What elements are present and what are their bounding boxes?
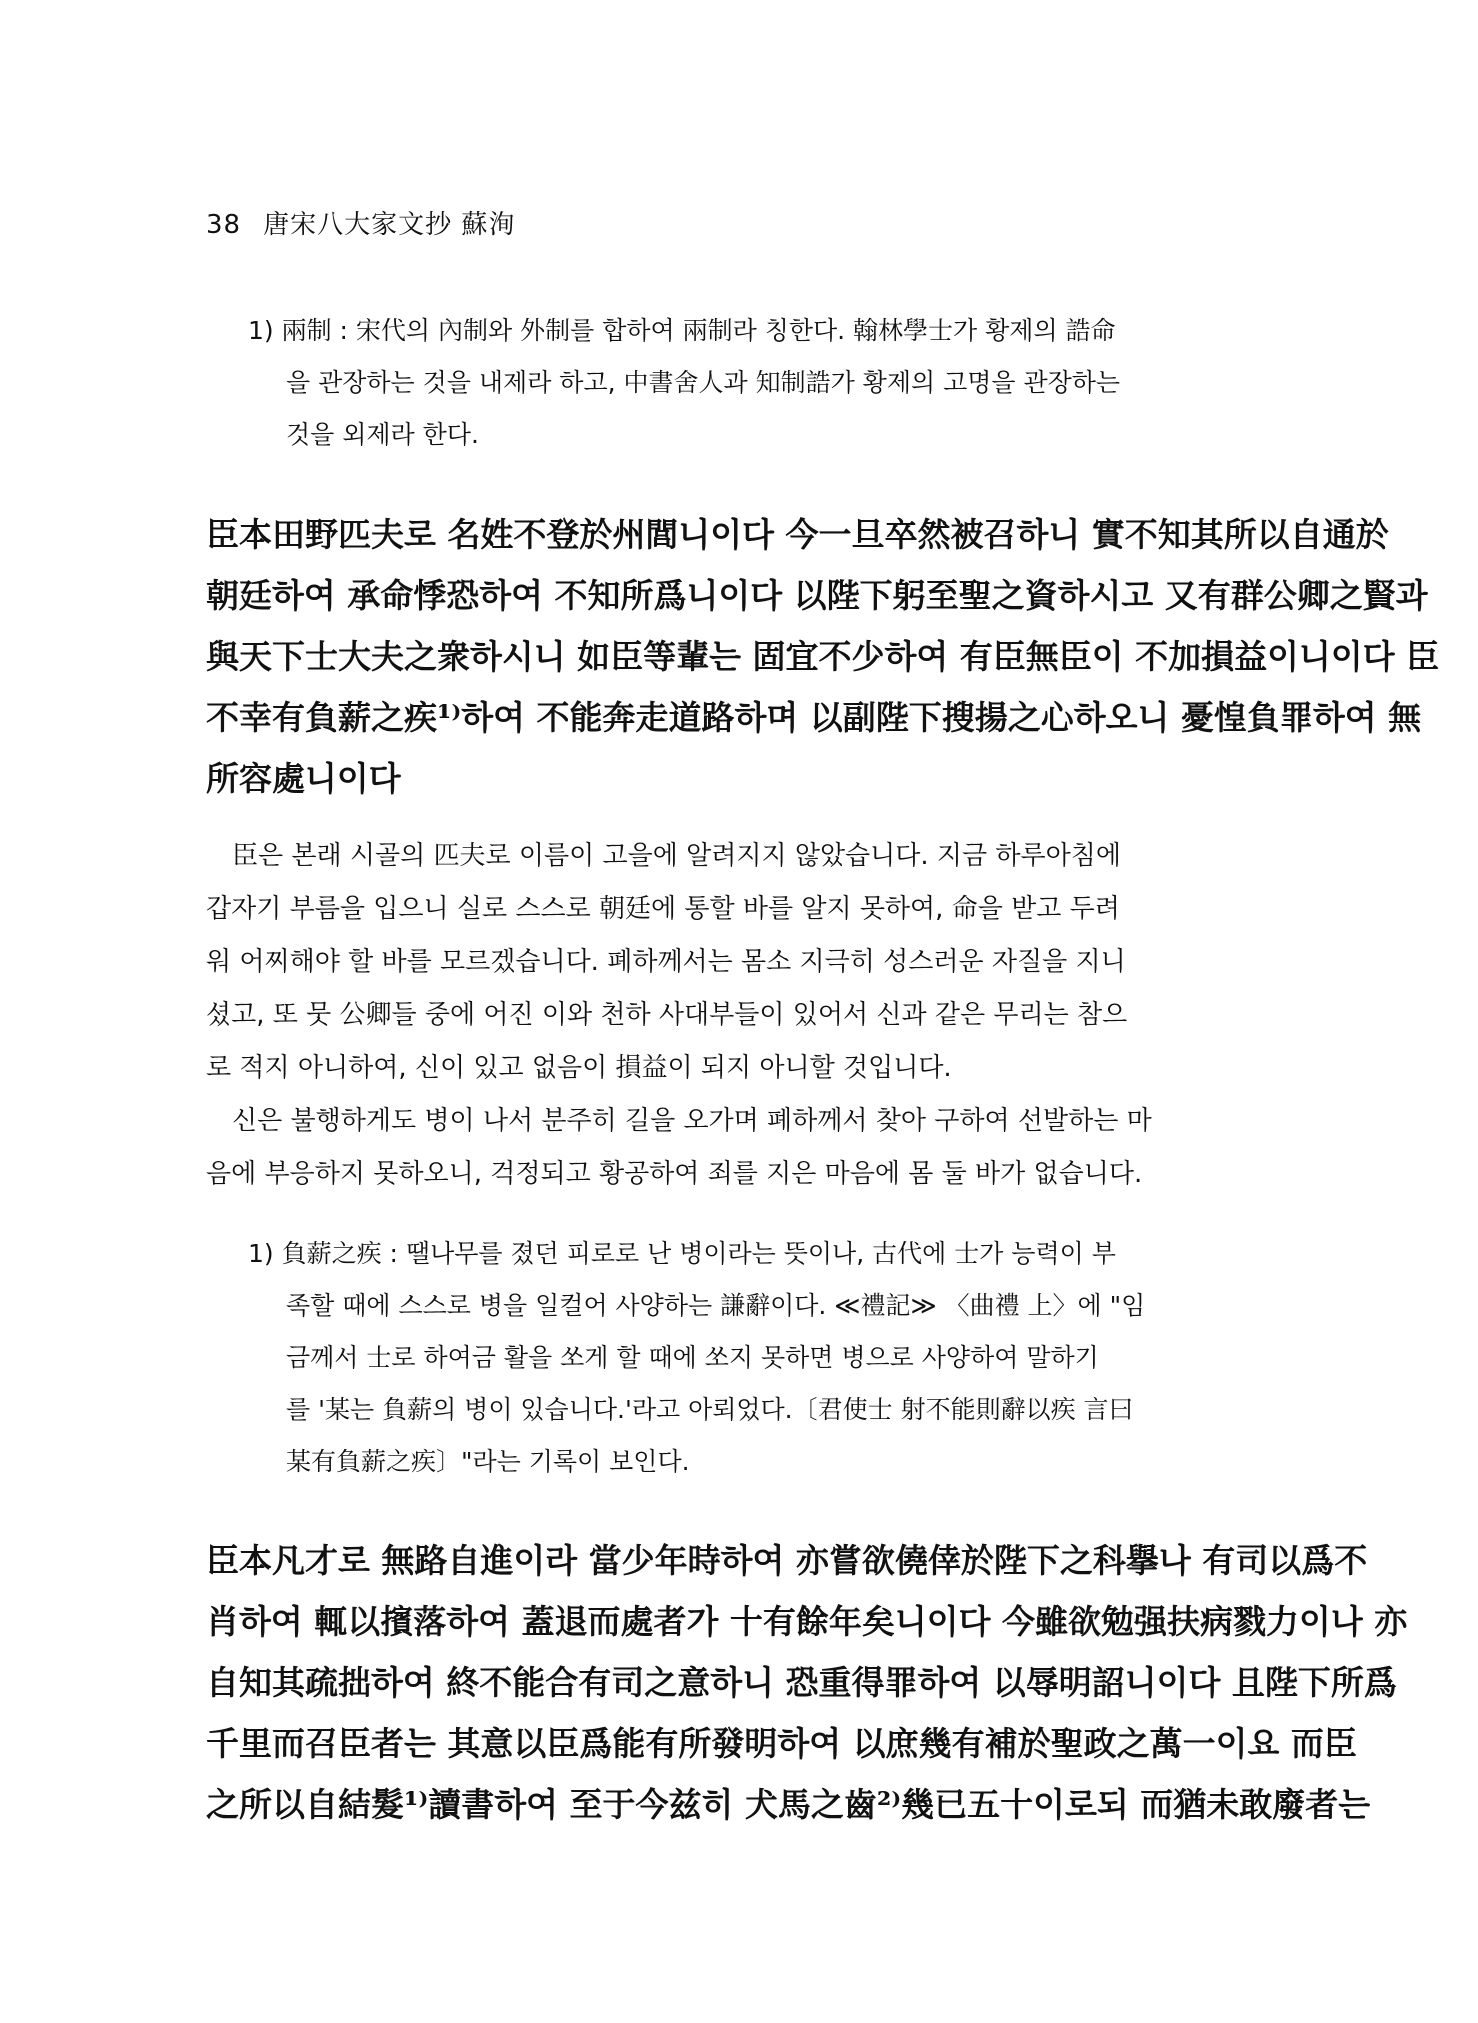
page-number: 38 — [206, 210, 242, 240]
footnote-line: 某有負薪之疾〕"라는 기록이 보인다. — [286, 1447, 690, 1476]
footnote-fu-xin-zhi-ji — [248, 1228, 1264, 1488]
passage-line: 所容處니이다 — [206, 759, 401, 798]
translation-line: 셨고, 또 뭇 公卿들 중에 어진 이와 천하 사대부들이 있어서 신과 같은 무리는 참으 — [206, 1000, 1128, 1030]
passage-line: 與天下士大夫之衆하시니 如臣等輩는 固宜不少하여 有臣無臣이 不加損益이니이다 臣 — [206, 637, 1440, 676]
footnote-line: 를 '某는 負薪의 병이 있습니다.'라고 아뢰었다.〔君使士 射不能則辭以疾 言曰 — [286, 1395, 1134, 1424]
footnote-line: 금께서 士로 하여금 활을 쏘게 할 때에 쏘지 못하면 병으로 사양하여 말하기 — [286, 1343, 1099, 1372]
translation-line: 음에 부응하지 못하오니, 걱정되고 황공하여 죄를 지은 마음에 몸 둘 바가 없습니다. — [206, 1159, 1143, 1189]
translation-line: 갑자기 부름을 입으니 실로 스스로 朝廷에 통할 바를 알지 못하여, 命을 받고 두려 — [206, 894, 1120, 924]
translation-line: 臣은 본래 시골의 匹夫로 이름이 고을에 알려지지 않았습니다. 지금 하루아침에 — [232, 841, 1122, 871]
passage-line: 自知其疏拙하여 終不能合有司之意하니 恐重得罪하여 以辱明詔니이다 且陛下所爲 — [206, 1663, 1397, 1702]
translation-line: 로 적지 아니하여, 신이 있고 없음이 損益이 되지 아니할 것입니다. — [206, 1053, 952, 1083]
book-title: 唐宋八大家文抄 蘇洵 — [263, 210, 516, 240]
footnote-line: 것을 외제라 한다. — [286, 420, 479, 449]
translation-1 — [206, 830, 1286, 1201]
footnote-liang-zhi — [248, 305, 1264, 461]
passage-line: 朝廷하여 承命悸恐하여 不知所爲니이다 以陛下躬至聖之資하시고 又有群公卿之賢과 — [206, 576, 1428, 615]
classical-passage-1 — [206, 504, 1440, 809]
running-header — [206, 204, 515, 241]
translation-line: 신은 불행하게도 병이 나서 분주히 길을 오가며 폐하께서 찾아 구하여 선발하는 마 — [232, 1106, 1152, 1136]
footnote-line: 1) 兩制 : 宋代의 內制와 外制를 합하여 兩制라 칭한다. 翰林學士가 황제의 誥命 — [248, 316, 1116, 345]
passage-line: 臣本凡才로 無路自進이라 當少年時하여 亦嘗欲僥倖於陛下之科擧나 有司以爲不 — [206, 1541, 1368, 1580]
footnote-line: 족할 때에 스스로 병을 일컬어 사양하는 謙辭이다. ≪禮記≫ 〈曲禮 上〉에 "임 — [286, 1291, 1146, 1320]
passage-line: 千里而召臣者는 其意以臣爲能有所發明하여 以庶幾有補於聖政之萬一이요 而臣 — [206, 1724, 1357, 1763]
passage-line: 之所以自結髮¹⁾讀書하여 至于今兹히 犬馬之齒²⁾幾已五十이로되 而猶未敢廢者는 — [206, 1785, 1371, 1824]
translation-line: 워 어찌해야 할 바를 모르겠습니다. 폐하께서는 몸소 지극히 성스러운 자질을 지니 — [206, 947, 1126, 977]
footnote-line: 을 관장하는 것을 내제라 하고, 中書舍人과 知制誥가 황제의 고명을 관장하는 — [286, 368, 1121, 397]
passage-line: 不幸有負薪之疾¹⁾하여 不能奔走道路하며 以副陛下搜揚之心하오니 憂惶負罪하여 無 — [206, 698, 1422, 737]
footnote-line: 1) 負薪之疾 : 땔나무를 졌던 피로로 난 병이라는 뜻이나, 古代에 士가 능력이 부 — [248, 1239, 1116, 1268]
passage-line: 臣本田野匹夫로 名姓不登於州閭니이다 今一旦卒然被召하니 實不知其所以自通於 — [206, 515, 1389, 554]
classical-passage-2 — [206, 1530, 1408, 1835]
passage-line: 肖하여 輒以擯落하여 蓋退而處者가 十有餘年矣니이다 今雖欲勉强扶病戮力이나 亦 — [206, 1602, 1408, 1641]
